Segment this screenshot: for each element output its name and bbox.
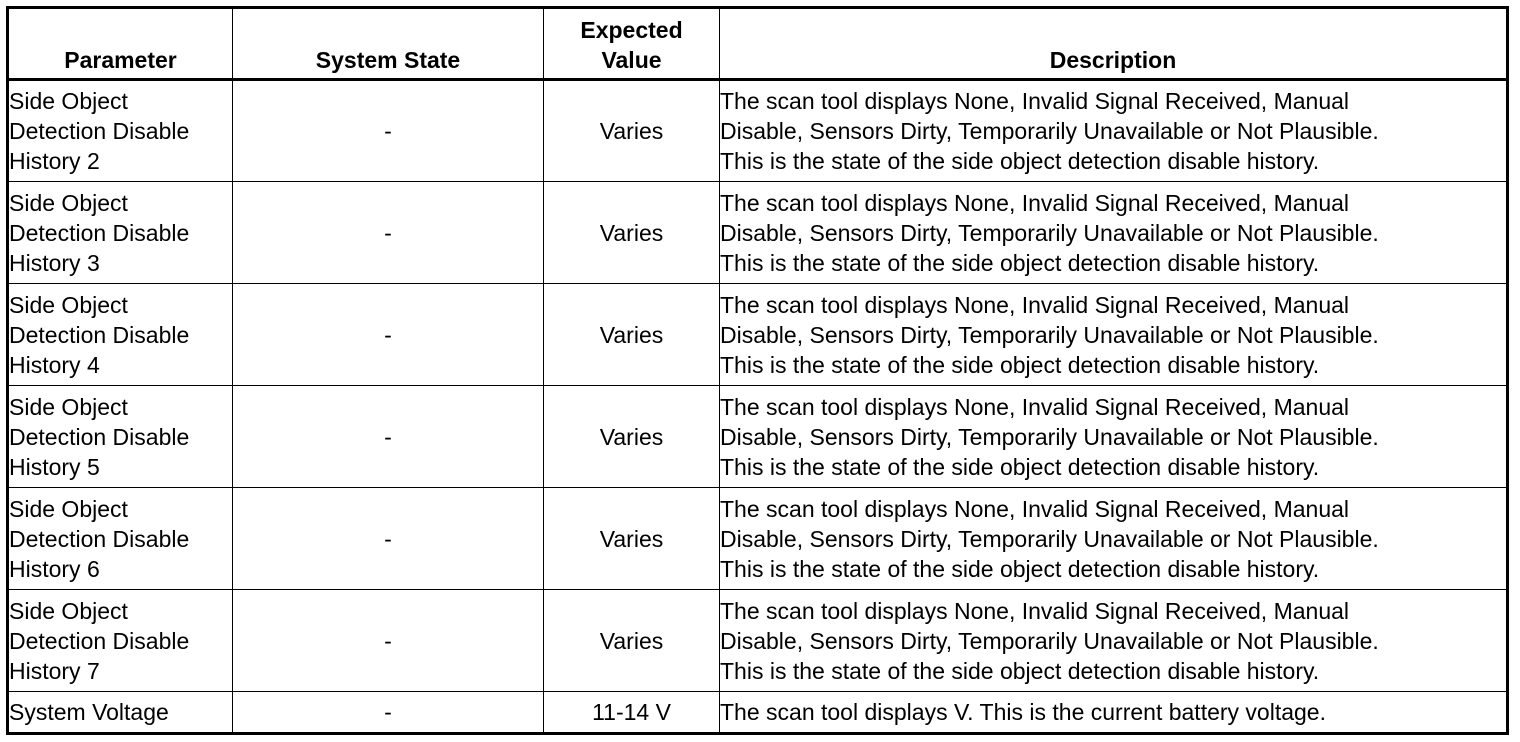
description-text: The scan tool displays None, Invalid Signal Received, Manual <box>720 291 1350 318</box>
parameter-cell <box>8 386 233 488</box>
parameter-text: Detection Disable <box>9 118 190 144</box>
parameter-text: System Voltage <box>9 699 169 725</box>
header-expected-label-line1: Expected <box>580 17 683 43</box>
expected-value-cell <box>544 488 720 590</box>
parameter-text: Detection Disable <box>9 627 190 654</box>
parameter-text: History 5 <box>9 453 100 480</box>
header-system-state <box>233 8 544 80</box>
header-parameter-label: Parameter <box>64 47 177 73</box>
system-state-text: - <box>384 321 392 348</box>
description-text: Disable, Sensors Dirty, Temporarily Unavailable or Not Plausible. <box>720 627 1379 654</box>
system-state-text: - <box>384 525 392 552</box>
header-expected-label-line2: Value <box>601 47 662 73</box>
description-text: The scan tool displays None, Invalid Signal Received, Manual <box>720 495 1350 522</box>
system-state-text: - <box>384 699 392 725</box>
system-state-text: - <box>384 219 392 246</box>
description-text: This is the state of the side object detection disable history. <box>720 453 1320 480</box>
parameter-text: Detection Disable <box>9 525 190 552</box>
description-text: The scan tool displays None, Invalid Signal Received, Manual <box>720 189 1350 216</box>
parameter-text: History 4 <box>9 351 100 378</box>
parameter-text: Detection Disable <box>9 219 190 246</box>
description-cell <box>720 80 1508 182</box>
table-row <box>8 284 1508 386</box>
description-cell <box>720 284 1508 386</box>
system-state-cell <box>233 80 544 182</box>
expected-value-cell <box>544 590 720 692</box>
description-cell <box>720 590 1508 692</box>
parameter-cell <box>8 692 233 734</box>
expected-value-text: Varies <box>599 118 664 144</box>
parameter-cell <box>8 590 233 692</box>
description-text: This is the state of the side object detection disable history. <box>720 555 1320 582</box>
header-parameter <box>8 8 233 80</box>
system-state-cell <box>233 692 544 734</box>
table-row <box>8 182 1508 284</box>
expected-value-cell <box>544 692 720 734</box>
parameter-text: Side Object <box>9 597 128 624</box>
header-row <box>8 8 1508 80</box>
parameter-text: Side Object <box>9 495 128 522</box>
system-state-cell <box>233 488 544 590</box>
table-body <box>8 80 1508 734</box>
parameter-text: Side Object <box>9 393 128 420</box>
description-cell <box>720 386 1508 488</box>
description-text: This is the state of the side object detection disable history. <box>720 657 1320 684</box>
description-cell <box>720 182 1508 284</box>
parameter-text: Side Object <box>9 88 128 114</box>
system-state-cell <box>233 590 544 692</box>
description-text: This is the state of the side object detection disable history. <box>720 148 1320 174</box>
description-text: The scan tool displays None, Invalid Signal Received, Manual <box>720 393 1350 420</box>
table-row <box>8 590 1508 692</box>
table-row <box>8 488 1508 590</box>
expected-value-cell <box>544 182 720 284</box>
header-description-label: Description <box>1049 47 1177 73</box>
parameter-text: Detection Disable <box>9 423 190 450</box>
expected-value-cell <box>544 80 720 182</box>
description-text: Disable, Sensors Dirty, Temporarily Unavailable or Not Plausible. <box>720 525 1379 552</box>
table-row <box>8 692 1508 734</box>
header-description <box>720 8 1508 80</box>
expected-value-text: 11-14 V <box>592 699 671 725</box>
description-text: Disable, Sensors Dirty, Temporarily Unavailable or Not Plausible. <box>720 219 1379 246</box>
parameter-cell <box>8 182 233 284</box>
parameter-cell <box>8 488 233 590</box>
parameter-cell <box>8 284 233 386</box>
description-text: Disable, Sensors Dirty, Temporarily Unavailable or Not Plausible. <box>720 321 1379 348</box>
parameter-text: Side Object <box>9 189 128 216</box>
parameter-text: Side Object <box>9 291 128 318</box>
expected-value-text: Varies <box>599 423 664 450</box>
system-state-cell <box>233 386 544 488</box>
expected-value-text: Varies <box>599 219 664 246</box>
description-text: The scan tool displays V. This is the current battery voltage. <box>720 699 1326 725</box>
description-text: This is the state of the side object detection disable history. <box>720 249 1320 276</box>
header-expected-value <box>544 8 720 80</box>
system-state-text: - <box>384 118 392 144</box>
description-text: This is the state of the side object detection disable history. <box>720 351 1320 378</box>
description-cell <box>720 692 1508 734</box>
system-state-text: - <box>384 627 392 654</box>
parameter-text: History 3 <box>9 249 100 276</box>
system-state-cell <box>233 182 544 284</box>
parameter-text: History 2 <box>9 148 100 174</box>
description-cell <box>720 488 1508 590</box>
system-state-text: - <box>384 423 392 450</box>
parameter-cell <box>8 80 233 182</box>
description-text: The scan tool displays None, Invalid Signal Received, Manual <box>720 88 1350 114</box>
description-text: Disable, Sensors Dirty, Temporarily Unavailable or Not Plausible. <box>720 423 1379 450</box>
parameter-table <box>6 6 1509 735</box>
header-system-state-label: System State <box>315 47 461 73</box>
expected-value-cell <box>544 386 720 488</box>
table-row <box>8 80 1508 182</box>
expected-value-text: Varies <box>599 627 664 654</box>
parameter-text: Detection Disable <box>9 321 190 348</box>
parameter-text: History 6 <box>9 555 100 582</box>
expected-value-text: Varies <box>599 525 664 552</box>
parameter-text: History 7 <box>9 657 100 684</box>
description-text: The scan tool displays None, Invalid Signal Received, Manual <box>720 597 1350 624</box>
table-row <box>8 386 1508 488</box>
description-text: Disable, Sensors Dirty, Temporarily Unavailable or Not Plausible. <box>720 118 1379 144</box>
system-state-cell <box>233 284 544 386</box>
expected-value-text: Varies <box>599 321 664 348</box>
expected-value-cell <box>544 284 720 386</box>
